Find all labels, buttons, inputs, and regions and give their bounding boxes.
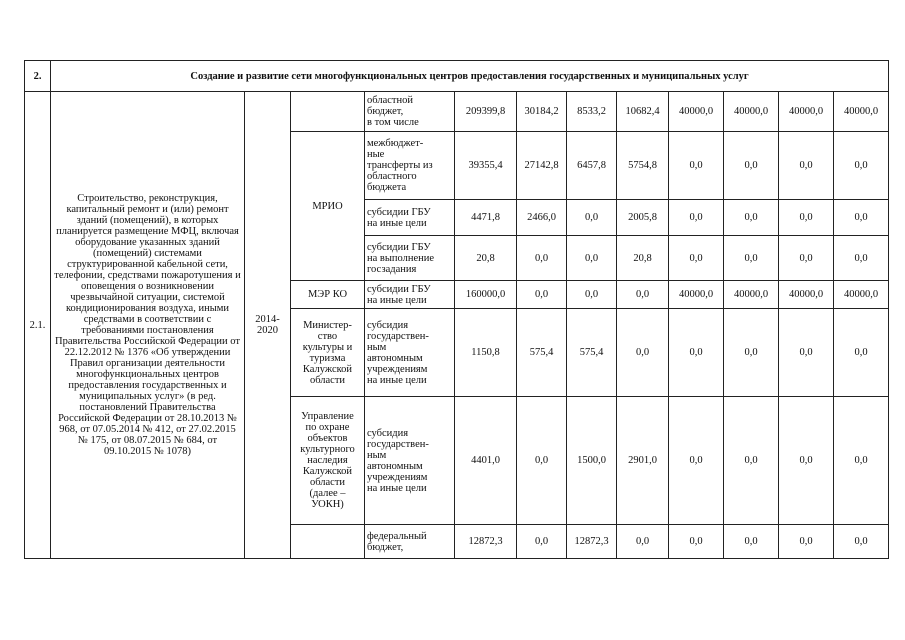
value-cell: 40000,0 [724,92,779,132]
value-cell: 8533,2 [567,92,617,132]
value-cell: 6457,8 [567,132,617,200]
value-cell: 0,0 [724,132,779,200]
executor-minkult-text: Министер- ство культуры и туризма Калужской области [302,319,353,386]
value-cell: 2466,0 [517,200,567,236]
value-cell: 0,0 [567,200,617,236]
value-cell: 0,0 [724,397,779,525]
value-cell: 0,0 [669,525,724,559]
value-cell: 160000,0 [455,281,517,309]
value-cell: 0,0 [779,525,834,559]
value-cell: 0,0 [834,200,889,236]
value-cell: 1500,0 [567,397,617,525]
source-cell: субсидии ГБУ на выполнение госзадания [365,236,455,281]
value-cell: 575,4 [517,309,567,397]
value-cell: 0,0 [779,200,834,236]
value-cell: 12872,3 [455,525,517,559]
value-cell: 0,0 [517,525,567,559]
value-cell: 40000,0 [669,92,724,132]
value-cell: 0,0 [669,132,724,200]
source-cell: межбюджет- ные трансферты из областного бюджета [365,132,455,200]
value-cell: 20,8 [617,236,669,281]
section-header-row [25,61,889,92]
executor-blank-cell [291,92,365,132]
item-years [245,92,291,559]
value-cell: 209399,8 [455,92,517,132]
value-cell: 0,0 [834,132,889,200]
value-cell: 0,0 [779,132,834,200]
source-cell: субсидия государствен- ным автономным учреждениям на иные цели [365,397,455,525]
source-cell: федеральный бюджет, [365,525,455,559]
source-cell: областной бюджет, в том числе [365,92,455,132]
value-cell: 0,0 [724,309,779,397]
value-cell: 4401,0 [455,397,517,525]
value-cell: 0,0 [617,525,669,559]
value-cell: 40000,0 [779,92,834,132]
value-cell: 40000,0 [779,281,834,309]
years-text: 2014- 2020 [255,314,280,336]
value-cell: 40000,0 [724,281,779,309]
value-cell: 0,0 [724,525,779,559]
value-cell: 0,0 [669,397,724,525]
item-number: 2.1. [25,92,51,559]
value-cell: 0,0 [834,236,889,281]
value-cell: 5754,8 [617,132,669,200]
value-cell: 0,0 [567,281,617,309]
value-cell: 30184,2 [517,92,567,132]
value-cell: 0,0 [779,309,834,397]
value-cell: 0,0 [669,236,724,281]
executor-uokn-text: Управление по охране объектов культурного наследия Калужской области (далее – УОКН) [300,411,355,510]
value-cell: 0,0 [517,236,567,281]
value-cell: 40000,0 [834,92,889,132]
value-cell: 0,0 [617,309,669,397]
value-cell: 39355,4 [455,132,517,200]
value-cell: 0,0 [669,200,724,236]
value-cell: 0,0 [779,236,834,281]
value-cell: 0,0 [669,309,724,397]
value-cell: 20,8 [455,236,517,281]
item-description: Строительство, реконструкция, капитальный ремонт и (или) ремонт зданий (помещений), в которых планируется размещение МФЦ, включая оборудование указанных зданий (помещений) системами структурированной кабельной сети, телефонии, средствами пожаротушения и оповещения о возникновении чрезвычайной ситуации, системой кондиционирования воздуха, иными средствами в соответствии с требованиями постановления Правительства Российской Федерации от 22.12.2012 № 1376 «Об утверждении Правил организации деятельности многофункциональных центров предоставления государственных и муниципальных услуг» (в ред. постановлений Правительства Российской Федерации от 28.10.2013 № 968, от 07.05.2014 № 412, от 27.02.2015 № 175, от 08.07.2015 № 684, от 09.10.2015 № 1078) [51,92,245,559]
value-cell: 12872,3 [567,525,617,559]
value-cell: 2901,0 [617,397,669,525]
value-cell: 575,4 [567,309,617,397]
source-cell: субсидия государствен- ным автономным учреждениям на иные цели [365,309,455,397]
value-cell: 0,0 [567,236,617,281]
value-cell: 27142,8 [517,132,567,200]
executor-minkult [291,309,365,397]
executor-blank-cell [291,525,365,559]
source-cell: субсидии ГБУ на иные цели [365,200,455,236]
value-cell: 0,0 [617,281,669,309]
source-cell: субсидии ГБУ на иные цели [365,281,455,309]
value-cell: 10682,4 [617,92,669,132]
value-cell: 0,0 [834,525,889,559]
value-cell: 4471,8 [455,200,517,236]
value-cell: 0,0 [834,309,889,397]
program-table [24,60,889,559]
executor-mer: МЭР КО [291,281,365,309]
section-title: Создание и развитие сети многофункциональных центров предоставления государственных и муниципальных услуг [51,61,889,92]
value-cell: 0,0 [724,200,779,236]
value-cell: 0,0 [517,397,567,525]
value-cell: 40000,0 [834,281,889,309]
value-cell: 2005,8 [617,200,669,236]
table-row [25,92,889,132]
value-cell: 1150,8 [455,309,517,397]
value-cell: 40000,0 [669,281,724,309]
value-cell: 0,0 [724,236,779,281]
value-cell: 0,0 [779,397,834,525]
section-number: 2. [25,61,51,92]
executor-mrio: МРИО [291,132,365,281]
value-cell: 0,0 [517,281,567,309]
value-cell: 0,0 [834,397,889,525]
executor-uokn [291,397,365,525]
table-body [25,61,889,559]
